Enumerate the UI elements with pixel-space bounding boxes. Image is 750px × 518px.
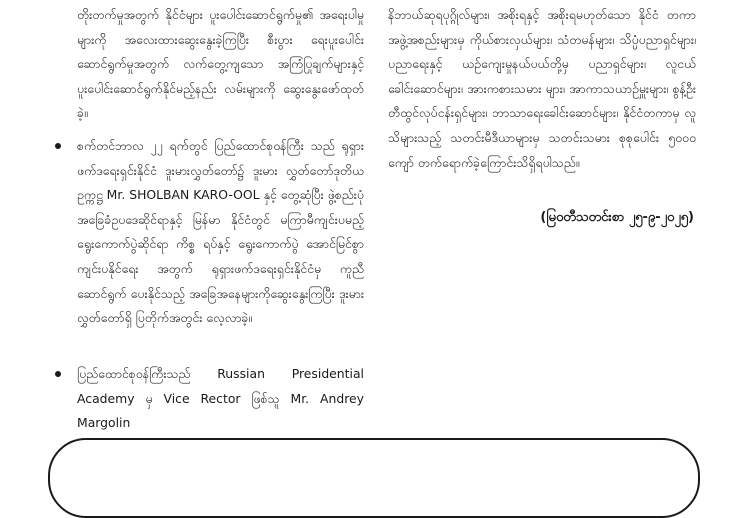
bullet-text: ပြည်ထောင်စုဝန်ကြီးသည် Russian Presidential Academy မှ Vice Rector ဖြစ်သူ Mr. Andrey Margolin [77, 366, 364, 431]
bullet-text: စက်တင်ဘာလ ၂၂ ရက်တွင် ပြည်ထောင်စုဝန်ကြီး သည် ရုရှားဖက်ဒရေးရှင်းနိုင်ငံ ဒူးမားလွှတ်တော်၌ ဒူးမား လွှတ်တော်ဒုတိယဥက္ကဋ္ဌ Mr. SHOLBAN KARO-OOL နှင့် တွေ့ဆုံပြီး ဖွဲ့စည်းပုံအခြေခံဥပဒေဆိုင်ရာနှင့် မြန်မာ နိုင်ငံတွင် မကြာမီကျင်းပမည့် ရွေးကောက်ပွဲဆိုင်ရာ ကိစ္စ ရပ်နှင့် ရွေးကောက်ပွဲ အောင်မြင်စွာ ကျင်းပနိုင်ရေး အတွက် ရုရှားဖက်ဒရေးရှင်းနိုင်ငံမှ ကူညီဆောင်ရွက် ပေးနိုင်သည့် အခြေအနေများကိုဆွေးနွေးကြပြီး ဒူးမား လွှတ်တော်ရှိ ပြတိုက်အတွင်း လေ့လာခဲ့။ [77, 138, 364, 326]
bullet-icon [55, 371, 61, 377]
right-column [388, 0, 696, 225]
paragraph-text: တိုးတက်မှုအတွက် နိုင်ငံများ ပူးပေါင်းဆောင်ရွက်မှု၏ အရေးပါမှုများကို အလေးထားဆွေးနွေးခဲ့ကြပြီး စီးပွား ရေးပူးပေါင်းဆောင်ရွက်မှုအတွက် လက်တွေ့ကျသော အကြံပြုချက်များနှင့် ပူးပေါင်းဆောင်ရွက်နိုင်မည့်နည်း လမ်းများကို ဆွေးနွေးဖော်ထုတ်ခဲ့။ [77, 7, 364, 121]
bullet-icon [55, 143, 61, 149]
bullet-item [52, 362, 364, 436]
news-source-credit: (မြဝတီသတင်းစာ ၂၅-၉-၂၀၂၅) [540, 210, 694, 225]
left-continued-paragraph [77, 3, 364, 126]
bullet-item [52, 134, 364, 331]
right-continued-paragraph: နိဘာယ်ဆုရပုဂ္ဂိုလ်များ၊ အစိုးရနှင့် အစိုးရမဟုတ်သော နိုင်ငံ တကာအဖွဲ့အစည်းများမှ ကိုယ်စားလှယ်များ၊ သံတမန်များ၊ သိပ္ပံပညာရှင်များ၊ ပညာရေးနှင့် ယဉ်ကျေးမှုနယ်ပယ်တို့မှ ပညာရှင်များ၊ လူငယ်ခေါင်းဆောင်များ၊ အားကစားသမား များ၊ အာကာသယာဉ်မှူးများ၊ စွန့်ဦးတီထွင်လုပ်ငန်းရှင်များ၊ ဘာသာရေးခေါင်းဆောင်များ၊ နိုင်ငံတကာမှ လူသိများသည့် သတင်းမီဒီယာများမှ သတင်းသမား စုစုပေါင်း ၅၀၀၀ ကျော် တက်ရောက်ခဲ့ကြောင်းသိရှိရပါသည်။ [388, 7, 696, 170]
rounded-frame-box [48, 438, 700, 518]
